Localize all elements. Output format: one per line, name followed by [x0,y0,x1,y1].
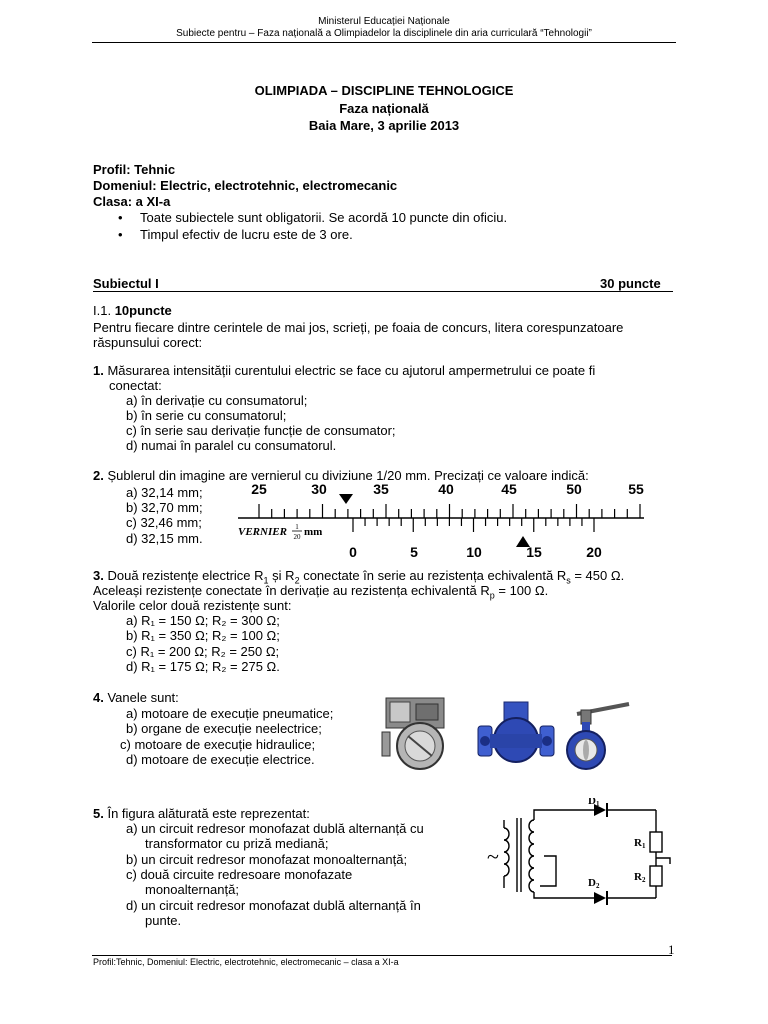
main-scale-label: 55 [628,481,644,497]
diode-d2-label: D2 [588,877,600,890]
secondary-coil [529,820,534,892]
main-scale-label: 35 [373,481,389,497]
q1-option-c: c) în serie sau derivație funcție de consumator; [126,423,396,438]
bullet-1-text: Toate subiectele sunt obligatorii. Se acordă 10 puncte din oficiu. [140,210,508,225]
q2-option-c: c) 32,46 mm; [126,515,202,530]
footer-text: Profil:Tehnic, Domeniul: Electric, electrotehnic, electromecanic – clasa a XI-a [93,957,399,967]
q5-option-d-line1: d) un circuit redresor monofazat dublă alternanță în [126,898,421,913]
bullet-1: • [118,210,123,225]
vernier-scale-label: 5 [410,544,418,560]
q3-line3: Valorile celor două rezistențe sunt: [93,598,292,613]
header-ministry: Ministerul Educației Naționale [318,16,450,27]
q5-option-c-line1: c) două circuite redresoare monofazate [126,867,353,882]
main-scale-ticks [259,504,640,518]
q1-option-b: b) în serie cu consumatorul; [126,408,287,423]
profil: Profil: Tehnic [93,162,176,177]
pneumatic-valve-image [380,692,460,772]
q4-text: 4. Vanele sunt: [93,690,179,705]
q3-option-a: a) R₁ = 150 Ω; R₂ = 300 Ω; [126,613,280,628]
title-line2: Faza națională [339,101,429,116]
resistor-r1 [650,832,662,852]
q3-line2: Aceleași rezistențe conectate în derivație au rezistența echivalentă $R_p = 100$ Ω. [93,583,549,601]
q4-option-b: b) organe de execuție neelectrice; [126,721,322,736]
bullet-2-text: Timpul efectiv de lucru este de 3 ore. [140,227,353,242]
section-title: Subiectul I [93,276,159,291]
header-divider [92,42,676,43]
q5-option-b: b) un circuit redresor monofazat monoalternanță; [126,852,408,867]
rectifier-circuit-diagram [484,798,684,908]
ac-source-symbol: ~ [487,844,499,869]
title-line1: OLIMPIADA – DISCIPLINE TEHNOLOGICE [254,83,514,98]
section-underline [93,291,673,292]
vernier-scale-label: 20 [586,544,602,560]
gate-valve-image [474,700,558,770]
vernier-frac-den: 20 [293,533,301,541]
resistor-r2 [650,866,662,886]
q4-option-a: a) motoare de execuție pneumatice; [126,706,334,721]
q3-option-c: c) R₁ = 200 Ω; R₂ = 250 Ω; [126,644,280,659]
q5-option-a-line1: a) un circuit redresor monofazat dublă alternanță cu [126,821,424,836]
title-line3: Baia Mare, 3 aprilie 2013 [308,118,460,133]
q1-line2: conectat: [109,378,162,393]
q1-option-a: a) în derivație cu consumatorul; [126,393,308,408]
main-scale-label: 25 [251,481,267,497]
q4-option-d: d) motoare de execuție electrice. [126,752,315,767]
diode-d1-label: D1 [588,798,600,808]
q2-text: 2. Șublerul din imagine are vernierul cu diviziune 1/20 mm. Precizați ce valoare indică: [93,468,589,483]
butterfly-valve-image [563,696,635,772]
q3-option-b: b) R₁ = 350 Ω; R₂ = 100 Ω; [126,628,280,643]
resistor-r2-label: R2 [634,871,646,884]
header-subtitle: Subiecte pentru – Faza națională a Olimpiadelor la disciplinele din aria curriculară “Tehnologii” [176,28,592,39]
sub-label: I.1. 10puncte [93,303,172,318]
vernier-unit: mm [304,526,323,538]
vernier-scale-label: 0 [349,544,357,560]
q4-option-c: c) motoare de execuție hidraulice; [120,737,316,752]
resistor-r1-label: R1 [634,837,646,850]
q2-option-b: b) 32,70 mm; [126,500,203,515]
vernier-label: VERNIER [238,526,287,538]
q1-line1: 1. Măsurarea intensității curentului electric se face cu ajutorul ampermetrului ce poate fi [93,363,596,378]
bullet-2: • [118,227,123,242]
main-scale-label: 40 [438,481,454,497]
diode-d2 [594,892,606,904]
q5-option-a-line2: transformator cu priză mediană; [145,836,329,851]
vernier-frac-num: 1 [295,523,299,531]
q2-option-d: d) 32,15 mm. [126,531,203,546]
vernier-scale-label: 10 [466,544,482,560]
q5-option-c-line2: monoalternanță; [145,882,239,897]
q3-line1: 3. Două rezistențe electrice $R_1$ și $R_2$ conectate în serie au rezistența echivalentă $R_s = 450$ Ω. [93,568,625,586]
main-scale-label: 45 [501,481,517,497]
main-pointer-arrow [339,494,353,504]
q2-option-a: a) 32,14 mm; [126,485,203,500]
primary-coil [504,828,509,876]
q5-option-d-line2: punte. [145,913,182,928]
vernier-scale-label: 15 [526,544,542,560]
domeniul: Domeniul: Electric, electrotehnic, electromecanic [93,178,398,193]
q5-text: 5. În figura alăturată este reprezentat: [93,806,310,821]
q3-option-d: d) R₁ = 175 Ω; R₂ = 275 Ω. [126,659,280,674]
vernier-scale-ticks [353,518,594,532]
section-points: 30 puncte [600,276,661,291]
q1-option-d: d) numai în paralel cu consumatorul. [126,438,337,453]
vernier-caliper-figure [236,480,648,562]
main-scale-label: 50 [566,481,582,497]
clasa: Clasa: a XI-a [93,194,171,209]
main-scale-label: 30 [311,481,327,497]
page-number: 1 [668,942,675,957]
instruction-line1: Pentru fiecare dintre cerintele de mai jos, scrieți, pe foaia de concurs, litera corespunzatoare [93,320,624,335]
instruction-line2: răspunsului corect: [93,335,203,350]
footer-divider [92,955,672,956]
